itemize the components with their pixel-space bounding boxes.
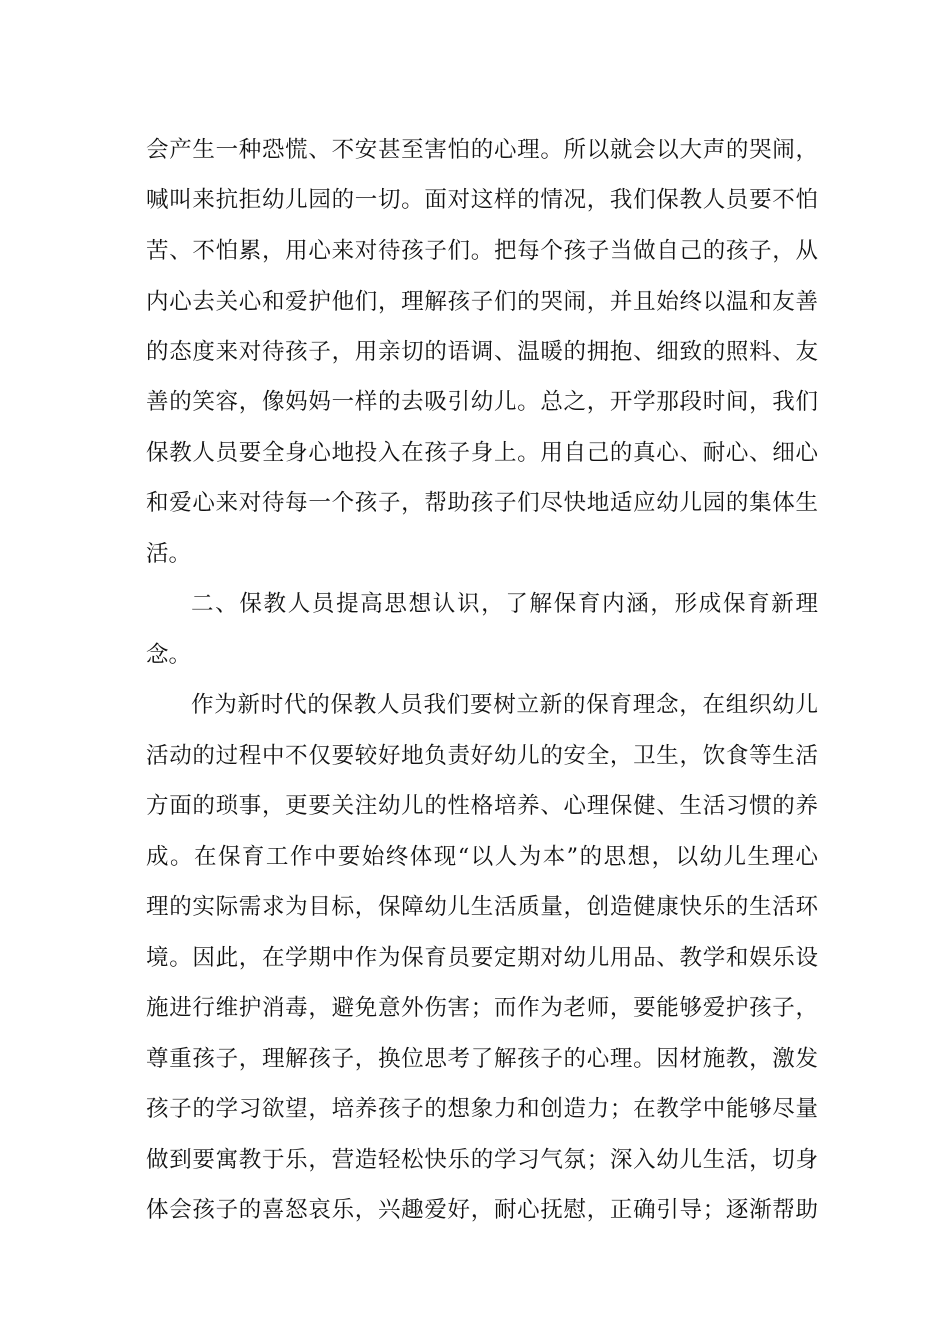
text-line: 活。 xyxy=(146,541,192,567)
text-line: 孩子的学习欲望，培养孩子的想象力和创造力；在教学中能够尽量 xyxy=(146,1096,818,1122)
text-line: 内心去关心和爱护他们，理解孩子们的哭闹，并且始终以温和友善 xyxy=(146,289,818,315)
section-heading: 二、保教人员提高思想认识，了解保育内涵，形成保育新理 xyxy=(191,591,818,617)
text-line: 尊重孩子，理解孩子，换位思考了解孩子的心理。因材施教，激发 xyxy=(146,1046,818,1072)
text-line: 保教人员要全身心地投入在孩子身上。用自己的真心、耐心、细心 xyxy=(146,440,818,466)
text-line: 喊叫来抗拒幼儿园的一切。面对这样的情况，我们保教人员要不怕 xyxy=(146,187,818,213)
text-line: 体会孩子的喜怒哀乐，兴趣爱好，耐心抚慰，正确引导；逐渐帮助 xyxy=(146,1197,818,1223)
text-line: 境。因此，在学期中作为保育员要定期对幼儿用品、教学和娱乐设 xyxy=(146,945,818,971)
text-line: 理的实际需求为目标，保障幼儿生活质量，创造健康快乐的生活环 xyxy=(146,894,818,920)
text-line: 方面的琐事，更要关注幼儿的性格培养、心理保健、生活习惯的养 xyxy=(146,793,818,819)
text-line: 和爱心来对待每一个孩子，帮助孩子们尽快地适应幼儿园的集体生 xyxy=(146,490,818,516)
text-line: 会产生一种恐慌、不安甚至害怕的心理。所以就会以大声的哭闹， xyxy=(146,137,818,163)
section-heading-continuation: 念。 xyxy=(146,642,192,668)
text-line: 作为新时代的保教人员我们要树立新的保育理念，在组织幼儿 xyxy=(191,692,818,718)
text-line: 苦、不怕累，用心来对待孩子们。把每个孩子当做自己的孩子，从 xyxy=(146,238,818,264)
text-line: 的态度来对待孩子，用亲切的语调、温暖的拥抱、细致的照料、友 xyxy=(146,339,818,365)
text-line: 做到要寓教于乐，营造轻松快乐的学习气氛；深入幼儿生活，切身 xyxy=(146,1147,818,1173)
text-line: 施进行维护消毒，避免意外伤害；而作为老师，要能够爱护孩子， xyxy=(146,995,818,1021)
text-line: 成。在保育工作中要始终体现“以人为本”的思想，以幼儿生理心 xyxy=(146,844,818,870)
text-line: 善的笑容，像妈妈一样的去吸引幼儿。总之，开学那段时间，我们 xyxy=(146,389,818,415)
text-line: 活动的过程中不仅要较好地负责好幼儿的安全，卫生，饮食等生活 xyxy=(146,743,818,769)
